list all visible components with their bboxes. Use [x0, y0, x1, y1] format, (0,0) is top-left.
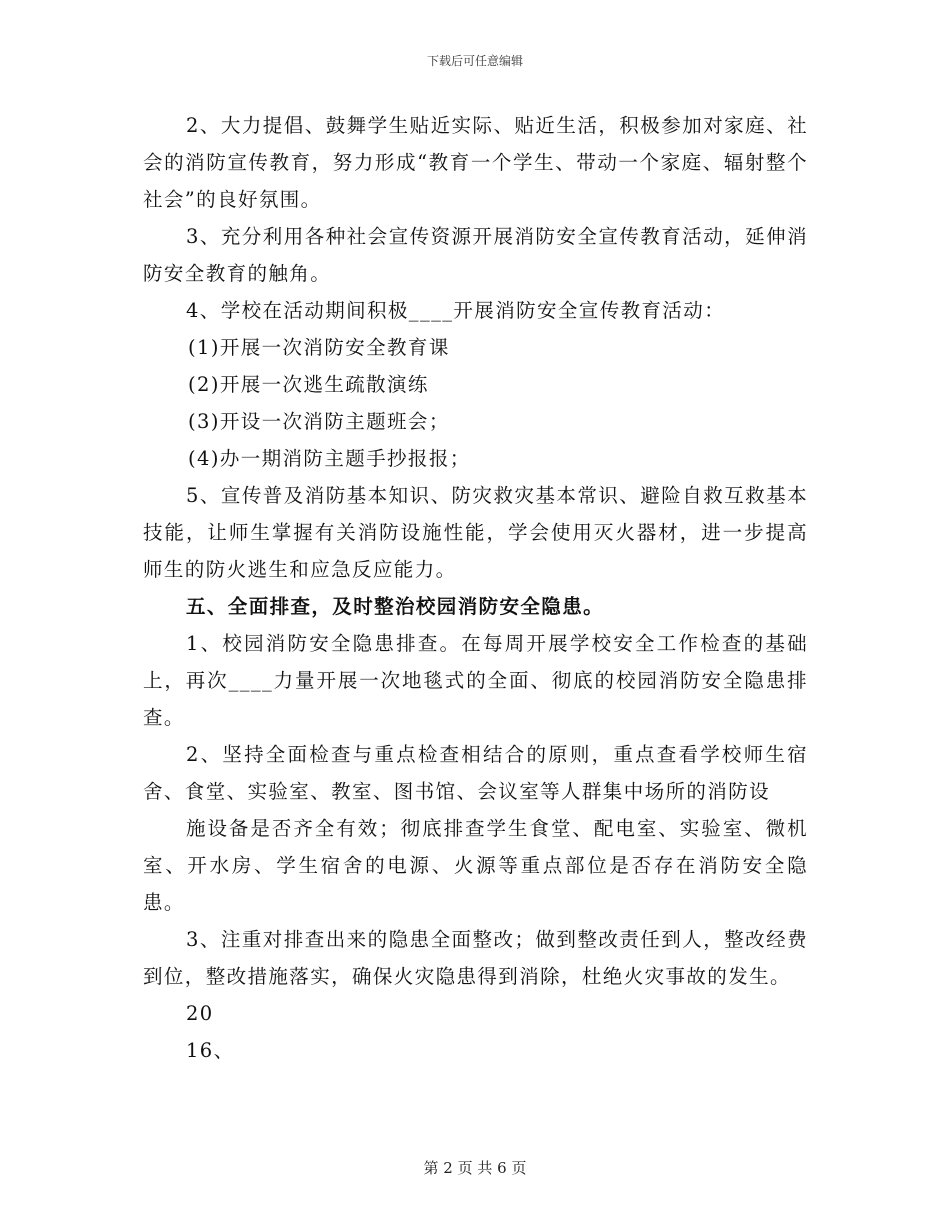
paragraph-5: 5、宣传普及消防基本知识、防灾救灾基本常识、避险自救互救基本技能，让师生掌握有关消防设施性能，学会使用灭火器材，进一步提高师生的防火逃生和应急反应能力。	[143, 484, 808, 581]
paragraph-q2a: 2、坚持全面检查与重点检查相结合的原则，重点查看学校师生宿舍、食堂、实验室、教室、图书馆、会议室等人群集中场所的消防设	[143, 743, 808, 803]
paragraph-q1: 1、校园消防安全隐患排查。在每周开展学校安全工作检查的基础上，再次____力量开展一次地毯式的全面、彻底的校园消防安全隐患排查。	[143, 632, 808, 729]
paragraph-3: 3、充分利用各种社会宣传资源开展消防安全宣传教育活动，延伸消防安全教育的触角。	[143, 225, 808, 285]
section-heading-5: 五、全面排查，及时整治校园消防安全隐患。	[186, 595, 605, 618]
page-header: 下载后可任意编辑	[426, 54, 523, 68]
paragraph-q2b: 施设备是否齐全有效；彻底排查学生食堂、配电室、实验室、微机室、开水房、学生宿舍的电源、火源等重点部位是否存在消防安全隐患。	[143, 817, 808, 914]
paragraph-q3: 3、注重对排查出来的隐患全面整改；做到整改责任到人，整改经费到位，整改措施落实，确保火灾隐患得到消除，杜绝火灾事故的发生。	[143, 928, 808, 988]
paragraph-4: 4、学校在活动期间积极____开展消防安全宣传教育活动：	[186, 299, 726, 322]
number-16: 16、	[186, 1039, 235, 1062]
paragraph-2: 2、大力提倡、鼓舞学生贴近实际、贴近生活，积极参加对家庭、社会的消防宣传教育，努力形成“教育一个学生、带动一个家庭、辐射整个社会”的良好氛围。	[143, 114, 808, 211]
page-footer: 第 2 页 共 6 页	[423, 1159, 527, 1177]
list-item-4: (4)办一期消防主题手抄报报；	[188, 447, 471, 470]
list-item-3: (3)开设一次消防主题班会；	[188, 410, 450, 433]
document-body	[143, 107, 808, 1069]
number-20: 20	[186, 1002, 214, 1025]
list-item-1: (1)开展一次消防安全教育课	[188, 336, 450, 359]
list-item-2: (2)开展一次逃生疏散演练	[188, 373, 429, 396]
